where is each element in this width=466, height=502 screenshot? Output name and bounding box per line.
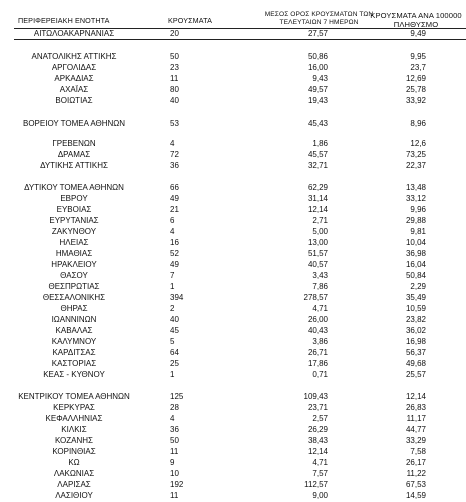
table-row xyxy=(0,205,466,215)
average-value: 17,86 xyxy=(307,359,328,368)
table-row xyxy=(0,150,466,160)
average-value: 26,71 xyxy=(307,348,328,357)
table-row xyxy=(0,227,466,237)
average-value: 31,14 xyxy=(307,194,328,203)
average-value: 2,71 xyxy=(312,216,328,225)
average-value: 45,57 xyxy=(307,150,328,159)
per-100k-value: 11,22 xyxy=(406,469,426,478)
table-row xyxy=(0,436,466,446)
cases-value: 21 xyxy=(170,205,179,214)
per-100k-value: 23,82 xyxy=(405,315,426,324)
average-value: 38,43 xyxy=(307,436,328,445)
table-row xyxy=(0,183,466,193)
region-name: ΙΩΑΝΝΙΝΩΝ xyxy=(51,315,97,324)
header-cases: ΚΡΟΥΣΜΑΤΑ xyxy=(168,16,212,25)
table-row xyxy=(0,216,466,226)
region-name: ΚΑΒΑΛΑΣ xyxy=(55,326,93,335)
average-value: 32,71 xyxy=(307,161,328,170)
region-name: ΚΙΛΚΙΣ xyxy=(61,425,87,434)
per-100k-value: 23,7 xyxy=(410,63,426,72)
table-row xyxy=(0,403,466,413)
cases-value: 1 xyxy=(170,370,175,379)
cases-value: 72 xyxy=(170,150,179,159)
table-row xyxy=(0,293,466,303)
average-value: 50,86 xyxy=(307,52,328,61)
table-row xyxy=(0,469,466,479)
region-name: ΑΝΑΤΟΛΙΚΗΣ ΑΤΤΙΚΗΣ xyxy=(31,52,117,61)
per-100k-value: 12,6 xyxy=(410,139,426,148)
cases-value: 11 xyxy=(170,447,179,456)
per-100k-value: 12,69 xyxy=(405,74,426,83)
region-name: ΘΑΣΟΥ xyxy=(60,271,88,280)
region-name: ΛΑΣΙΘΙΟΥ xyxy=(55,491,93,500)
average-value: 7,57 xyxy=(312,469,328,478)
average-value: 4,71 xyxy=(312,304,328,313)
cases-value: 10 xyxy=(170,469,179,478)
per-100k-value: 25,78 xyxy=(405,85,426,94)
region-name: ΕΒΡΟΥ xyxy=(60,194,88,203)
table-row xyxy=(0,85,466,95)
table-row xyxy=(0,249,466,259)
region-name: ΒΟΙΩΤΙΑΣ xyxy=(55,96,93,105)
average-value: 27,57 xyxy=(307,29,328,38)
header-region: ΠΕΡΙΦΕΡΕΙΑΚΗ ΕΝΟΤΗΤΑ xyxy=(18,16,110,25)
average-value: 49,57 xyxy=(307,85,328,94)
per-100k-value: 25,57 xyxy=(405,370,426,379)
region-name: ΓΡΕΒΕΝΩΝ xyxy=(52,139,96,148)
table-row xyxy=(0,282,466,292)
region-name: ΚΑΡΔΙΤΣΑΣ xyxy=(52,348,96,357)
per-100k-value: 2,29 xyxy=(410,282,426,291)
per-100k-value: 16,98 xyxy=(405,337,426,346)
table-row xyxy=(0,370,466,380)
table-row xyxy=(0,260,466,270)
average-value: 45,43 xyxy=(307,119,328,128)
cases-value: 52 xyxy=(170,249,179,258)
cases-value: 16 xyxy=(170,238,179,247)
cases-value: 25 xyxy=(170,359,179,368)
cases-value: 2 xyxy=(170,304,175,313)
average-value: 62,29 xyxy=(307,183,328,192)
per-100k-value: 9,95 xyxy=(410,52,426,61)
table-row xyxy=(0,348,466,358)
per-100k-value: 44,77 xyxy=(405,425,426,434)
region-name: ΚΑΣΤΟΡΙΑΣ xyxy=(51,359,97,368)
cases-value: 49 xyxy=(170,194,179,203)
region-name: ΘΕΣΣΑΛΟΝΙΚΗΣ xyxy=(42,293,106,302)
region-name: ΛΑΡΙΣΑΣ xyxy=(57,480,91,489)
cases-value: 4 xyxy=(170,414,175,423)
region-name: ΚΕΡΚΥΡΑΣ xyxy=(53,403,95,412)
table-row xyxy=(0,414,466,424)
per-100k-value: 10,04 xyxy=(405,238,426,247)
average-value: 278,57 xyxy=(303,293,328,302)
average-value: 12,14 xyxy=(307,205,328,214)
average-value: 51,57 xyxy=(307,249,328,258)
cases-value: 28 xyxy=(170,403,179,412)
average-value: 2,57 xyxy=(312,414,328,423)
cases-value: 11 xyxy=(170,491,179,500)
cases-value: 80 xyxy=(170,85,179,94)
average-value: 26,00 xyxy=(307,315,328,324)
table-row xyxy=(0,315,466,325)
per-100k-value: 56,37 xyxy=(405,348,426,357)
per-100k-value: 16,04 xyxy=(405,260,426,269)
cases-value: 36 xyxy=(170,161,179,170)
region-name: ΕΥΡΥΤΑΝΙΑΣ xyxy=(49,216,99,225)
region-name: ΚΑΛΥΜΝΟΥ xyxy=(51,337,97,346)
region-name: ΛΑΚΩΝΙΑΣ xyxy=(53,469,95,478)
table-row xyxy=(0,139,466,149)
cases-value: 125 xyxy=(170,392,184,401)
per-100k-value: 33,92 xyxy=(405,96,426,105)
region-name: ΚΕΝΤΡΙΚΟΥ ΤΟΜΕΑ ΑΘΗΝΩΝ xyxy=(18,392,130,401)
cases-value: 4 xyxy=(170,227,175,236)
region-name: ΑΡΚΑΔΙΑΣ xyxy=(54,74,94,83)
cases-value: 40 xyxy=(170,315,179,324)
per-100k-value: 50,84 xyxy=(405,271,426,280)
region-name: ΒΟΡΕΙΟΥ ΤΟΜΕΑ ΑΘΗΝΩΝ xyxy=(22,119,126,128)
table-row xyxy=(0,238,466,248)
per-100k-value: 36,98 xyxy=(405,249,426,258)
table-row xyxy=(0,304,466,314)
average-value: 40,57 xyxy=(307,260,328,269)
table-row xyxy=(0,337,466,347)
region-name: ΚΟΖΑΝΗΣ xyxy=(54,436,94,445)
cases-value: 23 xyxy=(170,63,179,72)
cases-value: 5 xyxy=(170,337,175,346)
per-100k-value: 22,37 xyxy=(405,161,426,170)
region-name: ΗΛΕΙΑΣ xyxy=(59,238,89,247)
cases-value: 6 xyxy=(170,216,175,225)
table-row xyxy=(0,425,466,435)
region-name: ΔΥΤΙΚΟΥ ΤΟΜΕΑ ΑΘΗΝΩΝ xyxy=(24,183,124,192)
region-name: ΗΜΑΘΙΑΣ xyxy=(55,249,93,258)
table-row xyxy=(0,96,466,106)
cases-value: 49 xyxy=(170,260,179,269)
cases-value: 4 xyxy=(170,139,175,148)
cases-value: 394 xyxy=(170,293,184,302)
per-100k-value: 13,48 xyxy=(405,183,426,192)
average-value: 9,00 xyxy=(312,491,328,500)
per-100k-value: 9,49 xyxy=(410,29,426,38)
table-row xyxy=(0,29,466,39)
average-value: 7,86 xyxy=(312,282,328,291)
average-value: 13,00 xyxy=(307,238,328,247)
region-name: ΔΡΑΜΑΣ xyxy=(57,150,91,159)
per-100k-value: 10,59 xyxy=(405,304,426,313)
table-row xyxy=(0,491,466,501)
per-100k-value: 26,17 xyxy=(405,458,426,467)
table-row xyxy=(0,194,466,204)
average-value: 12,14 xyxy=(307,447,328,456)
cases-value: 9 xyxy=(170,458,175,467)
cases-value: 40 xyxy=(170,96,179,105)
per-100k-value: 12,14 xyxy=(405,392,426,401)
table-row xyxy=(0,52,466,62)
per-100k-value: 7,58 xyxy=(410,447,426,456)
average-value: 3,86 xyxy=(312,337,328,346)
table-row xyxy=(0,271,466,281)
table-row xyxy=(0,326,466,336)
per-100k-value: 49,68 xyxy=(405,359,426,368)
region-name: ΚΩ xyxy=(68,458,80,467)
table-row xyxy=(0,74,466,84)
per-100k-value: 73,25 xyxy=(405,150,426,159)
cases-value: 50 xyxy=(170,436,179,445)
per-100k-value: 67,53 xyxy=(405,480,426,489)
row-divider xyxy=(14,39,466,40)
average-value: 3,43 xyxy=(312,271,328,280)
cases-value: 7 xyxy=(170,271,175,280)
region-name: ΖΑΚΥΝΘΟΥ xyxy=(51,227,97,236)
average-value: 19,43 xyxy=(307,96,328,105)
header-cases-per-100k: ΚΡΟΥΣΜΑΤΑ ΑΝΑ 100000 ΠΛΗΘΥΣΜΟ xyxy=(370,11,462,29)
per-100k-value: 26,83 xyxy=(405,403,426,412)
table-row xyxy=(0,480,466,490)
cases-value: 1 xyxy=(170,282,175,291)
cases-value: 64 xyxy=(170,348,179,357)
region-name: ΑΧΑΪΑΣ xyxy=(59,85,89,94)
cases-value: 11 xyxy=(170,74,179,83)
average-value: 109,43 xyxy=(303,392,328,401)
average-value: 26,29 xyxy=(307,425,328,434)
per-100k-value: 36,02 xyxy=(405,326,426,335)
average-value: 0,71 xyxy=(312,370,328,379)
cases-value: 53 xyxy=(170,119,179,128)
cases-value: 20 xyxy=(170,29,179,38)
average-value: 16,00 xyxy=(307,63,328,72)
region-name: ΚΕΑΣ - ΚΥΘΝΟΥ xyxy=(43,370,105,379)
region-name: ΗΡΑΚΛΕΙΟΥ xyxy=(51,260,97,269)
cases-value: 50 xyxy=(170,52,179,61)
header-seven-day-average: ΜΕΣΟΣ ΟΡΟΣ ΚΡΟΥΣΜΑΤΩΝ ΤΩΝ ΤΕΛΕΥΤΑΙΩΝ 7 ΗΜΕΡΩΝ xyxy=(264,11,374,26)
per-100k-value: 9,81 xyxy=(410,227,426,236)
average-value: 40,43 xyxy=(307,326,328,335)
table-row xyxy=(0,458,466,468)
cases-value: 66 xyxy=(170,183,179,192)
per-100k-value: 35,49 xyxy=(405,293,426,302)
region-name: ΔΥΤΙΚΗΣ ΑΤΤΙΚΗΣ xyxy=(40,161,108,170)
region-name: ΘΕΣΠΡΩΤΙΑΣ xyxy=(48,282,100,291)
table-row xyxy=(0,392,466,402)
cases-value: 192 xyxy=(170,480,184,489)
average-value: 5,00 xyxy=(312,227,328,236)
table-row xyxy=(0,119,466,129)
average-value: 4,71 xyxy=(312,458,328,467)
average-value: 23,71 xyxy=(307,403,328,412)
region-name: ΑΙΤΩΛΟΑΚΑΡΝΑΝΙΑΣ xyxy=(33,29,115,38)
average-value: 1,86 xyxy=(312,139,328,148)
table-row xyxy=(0,161,466,171)
table-row xyxy=(0,359,466,369)
per-100k-value: 14,59 xyxy=(405,491,426,500)
region-name: ΕΥΒΟΙΑΣ xyxy=(56,205,92,214)
per-100k-value: 33,12 xyxy=(405,194,426,203)
per-100k-value: 33,29 xyxy=(405,436,426,445)
per-100k-value: 11,17 xyxy=(406,414,426,423)
per-100k-value: 8,96 xyxy=(410,119,426,128)
cases-value: 45 xyxy=(170,326,179,335)
region-name: ΚΟΡΙΝΘΙΑΣ xyxy=(52,447,96,456)
table-row xyxy=(0,447,466,457)
average-value: 112,57 xyxy=(304,480,328,489)
average-value: 9,43 xyxy=(312,74,328,83)
cases-value: 36 xyxy=(170,425,179,434)
region-name: ΑΡΓΟΛΙΔΑΣ xyxy=(51,63,97,72)
per-100k-value: 9,96 xyxy=(410,205,426,214)
per-100k-value: 29,88 xyxy=(405,216,426,225)
region-name: ΘΗΡΑΣ xyxy=(60,304,88,313)
region-name: ΚΕΦΑΛΛΗΝΙΑΣ xyxy=(45,414,103,423)
table-row xyxy=(0,63,466,73)
